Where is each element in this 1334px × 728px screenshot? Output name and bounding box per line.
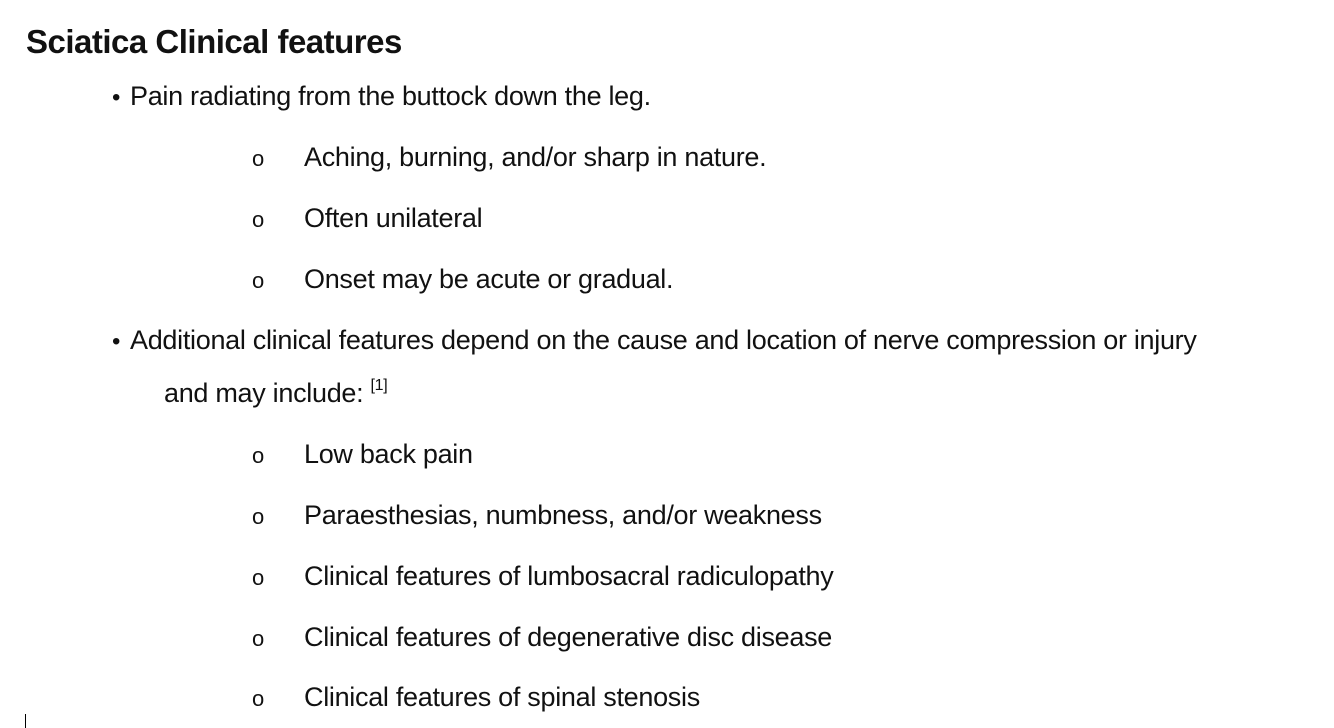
sub-list-item bbox=[252, 436, 473, 474]
sub-list-item-text: Often unilateral bbox=[304, 203, 483, 233]
sub-list-item-text: Aching, burning, and/or sharp in nature. bbox=[304, 142, 767, 172]
sub-bullet-marker: o bbox=[252, 686, 265, 711]
sub-list-item bbox=[252, 497, 822, 535]
sub-list-item bbox=[252, 261, 673, 299]
sub-list-item-text: Low back pain bbox=[304, 439, 473, 469]
sub-list-item bbox=[252, 679, 700, 717]
sub-list-item-text: Clinical features of degenerative disc disease bbox=[304, 622, 833, 652]
sub-bullet-marker: o bbox=[252, 626, 265, 651]
sub-list-item-text: Clinical features of spinal stenosis bbox=[304, 682, 700, 712]
text-cursor bbox=[25, 714, 26, 728]
list-item-text: Additional clinical features depend on the cause and location of nerve compression or injury bbox=[130, 325, 1197, 355]
sub-list-item-text: Clinical features of lumbosacral radiculopathy bbox=[304, 561, 834, 591]
citation-link[interactable]: [1] bbox=[370, 377, 388, 394]
list-item bbox=[112, 322, 1197, 360]
sub-list-item bbox=[252, 139, 766, 177]
list-item-continuation bbox=[164, 375, 387, 411]
sub-bullet-marker: o bbox=[252, 268, 265, 293]
sub-list-item bbox=[252, 619, 832, 657]
list-item bbox=[112, 78, 651, 116]
sub-list-item bbox=[252, 200, 482, 238]
sub-bullet-marker: o bbox=[252, 207, 265, 232]
sub-bullet-marker: o bbox=[252, 565, 265, 590]
sub-list-item-text: Paraesthesias, numbness, and/or weakness bbox=[304, 500, 822, 530]
list-item-continuation-text: and may include: bbox=[164, 378, 371, 408]
page-title: Sciatica Clinical features bbox=[26, 23, 402, 60]
bullet-marker: • bbox=[112, 328, 121, 355]
list-item-text: Pain radiating from the buttock down the leg. bbox=[130, 81, 651, 111]
sub-list-item-text: Onset may be acute or gradual. bbox=[304, 264, 674, 294]
sub-bullet-marker: o bbox=[252, 146, 265, 171]
sub-bullet-marker: o bbox=[252, 504, 265, 529]
sub-list-item bbox=[252, 558, 833, 596]
bullet-marker: • bbox=[112, 84, 121, 111]
sub-bullet-marker: o bbox=[252, 443, 265, 468]
